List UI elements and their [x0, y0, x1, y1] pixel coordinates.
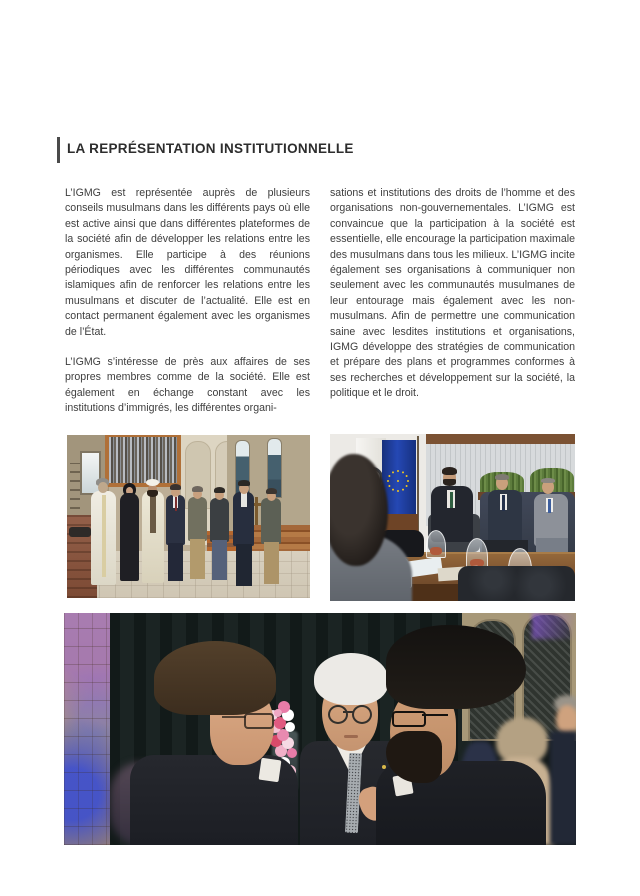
imam-turban — [146, 479, 159, 486]
host-green-tie — [450, 492, 453, 508]
cloche-contents — [430, 547, 442, 555]
crucifix — [255, 497, 258, 525]
man-olive-jacket-hair — [192, 486, 203, 492]
section-title-block — [57, 137, 567, 163]
left-man-hair — [154, 641, 276, 715]
photo-reception-conversation — [64, 613, 576, 845]
leather-armchair — [458, 566, 575, 601]
imam-beard — [147, 490, 158, 497]
body-paragraph: sations et institutions des droits de l’homme et des organisations non-gouvernementales. L’IGMG est convaincue que la participation à la société est essentielle, elle encourage la participation maximale des musulmans dans tous les milieux. L’IGMG incite également ses organisations à communiquer non seulement avec les communautés musulmanes de leur entourage mais également avec les non-musulmans. Afin de permettre une communication saine avec lesdites institutions et organisations, IGMG développe des stratégies de communication et prépare des plans et programmes conformes à ses recherches et développement sur la société, la politique et le droit. — [330, 187, 575, 400]
glass-cloche-1 — [426, 530, 446, 558]
man-dark-jacket-legs — [212, 540, 227, 580]
center-man-white-hair — [314, 653, 388, 705]
left-man-glasses-temple — [222, 716, 246, 718]
right-man-glasses-temple — [422, 714, 448, 716]
guest-2-tie — [548, 499, 551, 513]
body-paragraph: L’IGMG s’intéresse de près aux affaires de ses propres membres comme de la société. Elle est également en échange constant avec les institutions d’immigrés, les différentes organi- — [65, 356, 310, 415]
guest-1-tie — [502, 495, 505, 511]
man-blazer-legs — [264, 542, 279, 584]
tall-man-suit-hair — [238, 480, 250, 486]
man-dark-jacket-hair — [214, 487, 225, 493]
guest-2-hair — [541, 478, 555, 483]
text-column-left — [65, 186, 310, 432]
flower-arrangement — [274, 709, 282, 717]
center-man-glasses-left — [328, 705, 348, 724]
section-title: LA REPRÉSENTATION INSTITUTIONNELLE — [67, 141, 354, 156]
center-man-glasses-bridge — [343, 711, 353, 713]
center-man-mouth — [344, 735, 358, 738]
man-blazer-hair — [266, 488, 277, 494]
man-olive-jacket-legs — [190, 539, 205, 579]
tall-man-suit-shirt — [241, 493, 247, 507]
photo-official-meeting — [330, 434, 575, 601]
man-navy-suit-legs — [168, 543, 183, 581]
man-dark-jacket-figure — [210, 498, 229, 542]
left-man-glasses — [244, 713, 274, 729]
center-man-glasses-right — [352, 705, 372, 724]
organ-pipes — [109, 437, 177, 483]
imam-sash — [150, 493, 156, 533]
right-man-glasses — [392, 711, 426, 727]
text-column-right — [330, 186, 575, 417]
tall-man-suit-legs — [236, 544, 252, 586]
left-man-collar — [259, 758, 282, 783]
man-blazer-figure — [261, 498, 281, 544]
woman-figure — [120, 493, 139, 581]
host-beard — [443, 479, 456, 486]
wall-pictures — [70, 463, 80, 509]
background-guest-suit — [550, 731, 576, 845]
priest-head — [98, 482, 108, 493]
body-paragraph: L’IGMG est représentée auprès de plusieurs conseils musulmans dans les différents pays où elle est active ainsi que dans différentes plateformes de la société afin de développer les relations entre les organismes. Elle participe à des réunions périodiques avec les différentes communautés islamiques afin de renforcer les relations entre les musulmans et discuter de l’actualité. Elle est en contact permanent également avec les organismes de l’État. — [65, 187, 310, 338]
stone-pillar-blue-light — [64, 613, 110, 845]
man-olive-jacket-figure — [188, 497, 207, 541]
photo-church-group — [67, 435, 310, 598]
guest-1-hair — [495, 474, 509, 480]
priest-stole — [102, 495, 106, 577]
bag-on-pew — [69, 527, 91, 537]
purple-light-streak — [532, 613, 576, 639]
eu-flag-stars — [397, 480, 399, 482]
man-navy-suit-tie — [175, 497, 177, 511]
host-hair — [442, 467, 457, 475]
man-navy-suit-hair — [170, 484, 181, 490]
